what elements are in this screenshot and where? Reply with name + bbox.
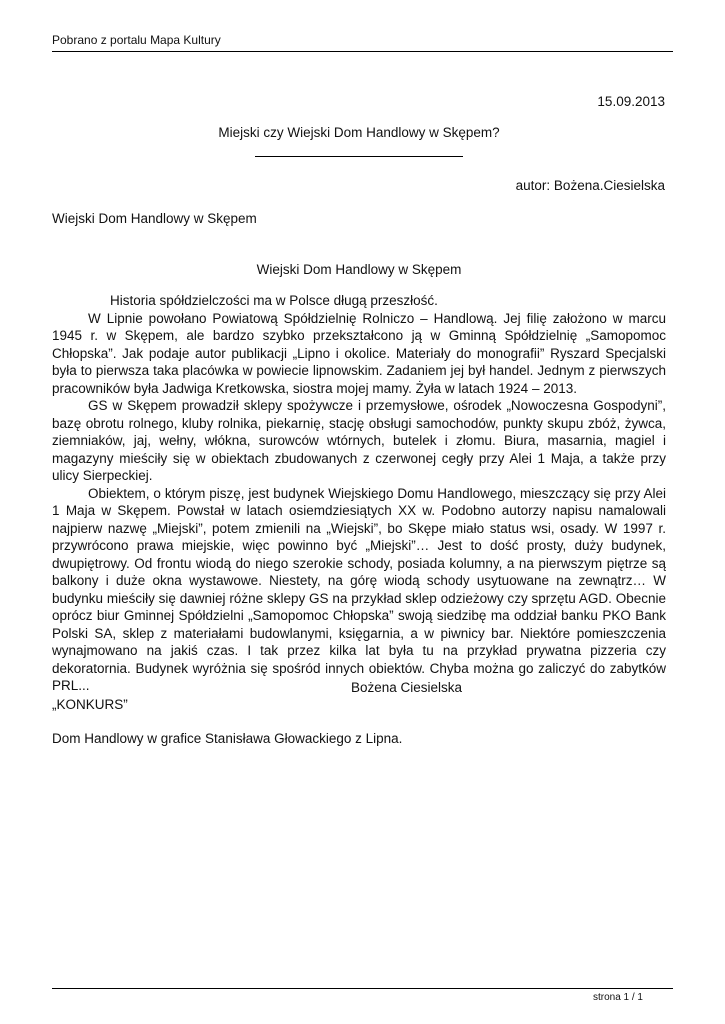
paragraph: Obiektem, o którym piszę, jest budynek Wiejskiego Domu Handlowego, mieszczący się przy Alei 1 Maja w Skępem. Powstał w latach osiemdziesiątych XX w. Podobno autorzy napisu namalowali najpierw nazwę „Miejski”, potem zmienili na „Wiejski”, bo Skępe miało status wsi, osady. W 1997 r. przywrócono prawa miejskie, więc powinno być „Miejski”… Jest to dość prosty, duży budynek, dwupiętrowy. Od frontu wiodą do niego szerokie schody, posiada kolumny, a na pierwszym piętrze są balkony i duże okna wystawowe. Niestety, na górę wiodą schody usytuowane na zewnątrz… W budynku mieściły się dawniej różne sklepy GS na przykład sklep odzieżowy czy sprzętu AGD. Obecnie oprócz biur Gminnej Spółdzielni „Samopomoc Chłopska” swoją siedzibę ma oddział banku PKO Bank Polski SA, sklep z materiałami budowlanymi, księgarnia, a w piwnicy bar. Niektóre pomieszczenia wynajmowano na jakiś czas. I tak przez kilka lat była tu na przykład prywatna pizzeria czy dekoratornia. Budynek wyróżnia się spośród innych obiektów. Chyba można go zaliczyć do zabytków PRL...	[52, 485, 666, 693]
article-subtitle: Wiejski Dom Handlowy w Skępem	[256, 262, 462, 277]
article-author: autor: Bożena.Ciesielska	[515, 178, 665, 193]
title-underline	[255, 156, 463, 157]
page-number: strona 1 / 1	[592, 992, 643, 1003]
article-body	[52, 292, 666, 695]
signature: Bożena Ciesielska	[351, 680, 463, 695]
section-title: Wiejski Dom Handlowy w Skępem	[52, 211, 257, 226]
footer-divider	[52, 988, 673, 989]
contest-label: „KONKURS”	[52, 697, 128, 712]
image-caption: Dom Handlowy w grafice Stanisława Głowackiego z Lipna.	[52, 731, 403, 746]
page-header-source: Pobrano z portalu Mapa Kultury	[52, 33, 221, 47]
article-title: Miejski czy Wiejski Dom Handlowy w Skępem?	[218, 125, 500, 140]
paragraph: Historia spółdzielczości ma w Polsce długą przeszłość.	[110, 293, 438, 308]
article-date: 15.09.2013	[597, 94, 665, 109]
paragraph: GS w Skępem prowadził sklepy spożywcze i przemysłowe, ośrodek „Nowoczesna Gospodyni”, bazę obrotu rolnego, kluby rolnika, piekarnię, stację obsługi samochodów, punkty skupu zbóż, żywca, ziemniaków, jaj, wełny, włókna, surowców wtórnych, butelek i złomu. Biura, masarnia, magiel i magazyny mieściły się w obiektach zbudowanych z czerwonej cegły przy Alei 1 Maja, a także przy ulicy Sierpeckiej.	[52, 398, 666, 483]
header-divider	[52, 51, 673, 52]
paragraph: W Lipnie powołano Powiatową Spółdzielnię Rolniczo – Handlową. Jej filię założono w marcu 1945 r. w Skępem, ale bardzo szybko przekształcono ją w Gminną Spółdzielnię „Samopomoc Chłopska”. Jak podaje autor publikacji „Lipno i okolice. Materiały do monografii” Ryszard Specjalski była to pierwsza taka placówka w powiecie lipnowskim. Zadaniem jej był handel. Jednym z pierwszych pracowników była Jadwiga Kretkowska, siostra mojej mamy. Żyła w latach 1924 – 2013.	[52, 310, 666, 396]
